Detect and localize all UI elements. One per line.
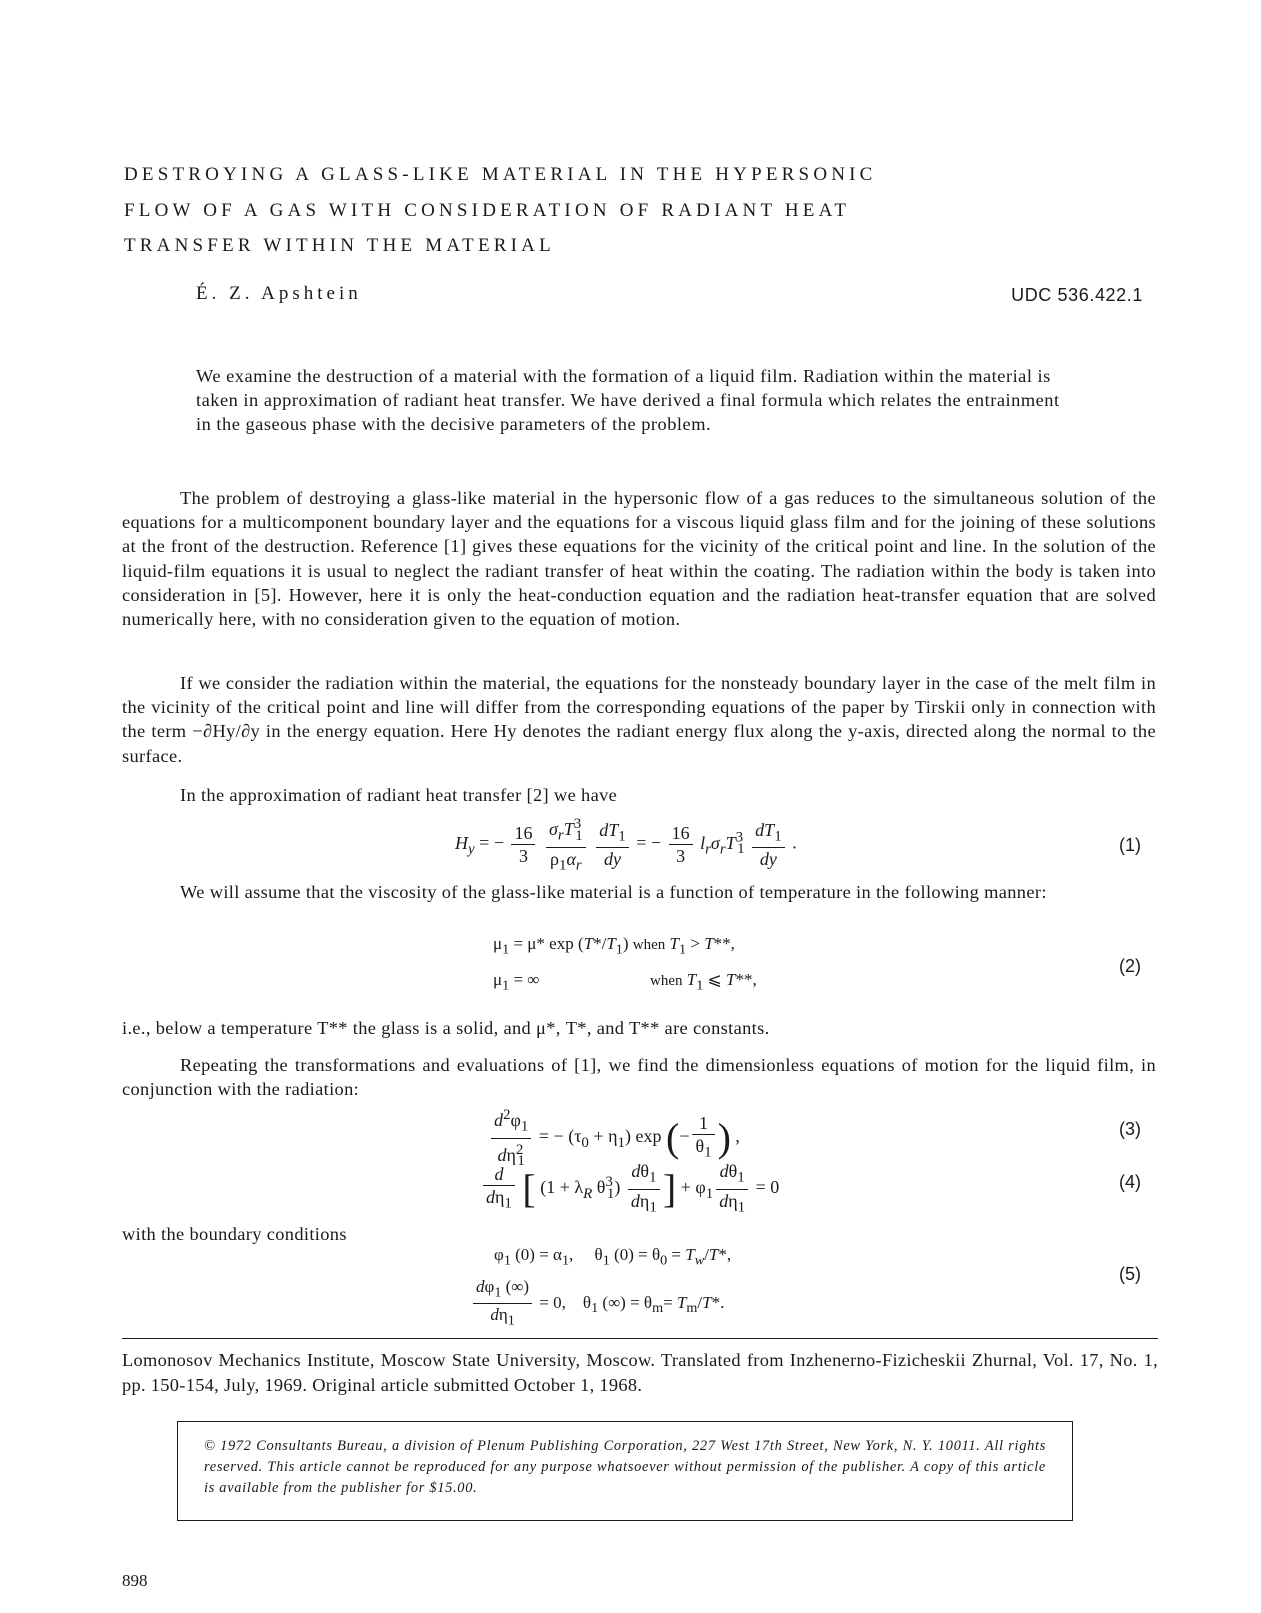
footnote-rule: [122, 1338, 1158, 1339]
paragraph-6: [122, 1053, 1156, 1101]
equation-number-5: (5): [1119, 1264, 1141, 1284]
udc-code: UDC 536.422.1: [1011, 285, 1143, 305]
paragraph-3-text: In the approximation of radiant heat transfer [2] we have: [180, 785, 618, 805]
paragraph-4-text: We will assume that the viscosity of the glass-like material is a function of temperature in the following manner:: [180, 882, 1047, 902]
title-line-3: TRANSFER WITHIN THE MATERIAL: [124, 235, 555, 256]
equation-1: $H_y$ = − $\frac{16}{3}$ $\frac{\sigma_rT^3_1}{\rho_1\alpha_r}$ $\frac{dT_1}{dy}$ = − $\frac{16}{3}$ $l_r\sigma_rT^3_1$ $\frac{dT_1}{dy}$ .: [455, 813, 797, 876]
equation-2-line-2-condition: when $T_1$ ⩽ T**,: [650, 970, 757, 994]
page-number: 898: [122, 1571, 148, 1590]
equation-number-4: (4): [1119, 1172, 1141, 1192]
author: É. Z. Apshtein: [196, 283, 362, 304]
paragraph-6-text: Repeating the transformations and evaluations of [1], we find the dimensionless equations of motion for the liquid film, in conjunction with the radiation:: [122, 1055, 1156, 1100]
equation-number-2: (2): [1119, 956, 1141, 976]
equation-5-line-2: $\frac{d\varphi_1 (\infty)}{d\eta_1}$ = 0, $\theta_1$ (∞) = $\theta_m= T_m/T*$.: [470, 1276, 724, 1332]
equation-4: $\frac{d}{d\eta_1}$ [ ($1 + \lambda_R$ $\theta^3_1$) $\frac{d\theta_1}{d\eta_1}$ ] + $\varphi_1$ $\frac{d\theta_1}{d\eta_1}$ = 0: [480, 1160, 779, 1218]
equation-number-3: (3): [1119, 1119, 1141, 1139]
paragraph-2: [122, 671, 1156, 768]
paragraph-1-text: The problem of destroying a glass-like material in the hypersonic flow of a gas reduces to the simultaneous solution of the equations for a multicomponent boundary layer and the equations for a viscous liquid glass film and for the joining of these solutions at the front of the destruction. Reference [1] gives these equations for the vicinity of the critical point and line. In the solution of the liquid-film equations it is usual to neglect the radiant transfer of heat within the coating. The radiation within the body is taken into consideration in [5]. However, here it is only the heat-conduction equation and the radiation heat-transfer equation that are solved numerically here, with no consideration given to the equation of motion.: [122, 488, 1156, 630]
equation-number-1: (1): [1119, 835, 1141, 855]
abstract: We examine the destruction of a material with the formation of a liquid film. Radiation within the material is taken in approximation of radiant heat transfer. We have derived a final formula which relates the entrainment in the gaseous phase with the decisive parameters of the problem.: [196, 366, 1060, 434]
copyright-box: [177, 1421, 1073, 1521]
equation-2-line-1: $\mu_1 = \mu*$ $\exp (T*/T_1)$ when $T_1 > T**$,: [493, 934, 735, 958]
title-line-2: FLOW OF A GAS WITH CONSIDERATION OF RADIANT HEAT: [124, 200, 851, 221]
paragraph-2-text: If we consider the radiation within the material, the equations for the nonsteady boundary layer in the case of the melt film in the vicinity of the critical point and line will differ from the corresponding equations of the paper by Tirskii only in connection with the term −∂Hy/∂y in the energy equation. Here Hy denotes the radiant energy flux along the y-axis, directed along the normal to the surface.: [122, 673, 1156, 766]
paragraph-1: [122, 486, 1156, 631]
equation-2-line-2: $\mu_1$ = ∞: [493, 970, 540, 994]
paragraph-3: [122, 783, 1156, 807]
eq2-when-1: when: [632, 937, 666, 953]
equation-3: $\frac{d^2\varphi_1}{d\eta^2_1}$ = − $(\tau_0 + \eta_1)$ exp (− $\frac{1}{\theta_1}$ ) ,: [488, 1104, 740, 1172]
paragraph-7: with the boundary conditions: [122, 1224, 347, 1244]
title-line-1: DESTROYING A GLASS-LIKE MATERIAL IN THE HYPERSONIC: [124, 164, 877, 185]
paragraph-5: i.e., below a temperature T** the glass is a solid, and μ*, T*, and T** are constants.: [122, 1018, 770, 1038]
eq2-when-2: when: [650, 973, 683, 989]
paragraph-4: [122, 880, 1156, 904]
equation-5-line-1: $\varphi_1$ $(0) = \alpha_1$, $\theta_1$ $(0) = \theta_0 = T_w/T*$,: [494, 1245, 732, 1269]
copyright-text: © 1972 Consultants Bureau, a division of Plenum Publishing Corporation, 227 West 17th Street, New York, N. Y. 10011. All rights reserved. This article cannot be reproduced for any purpose whatsoever without permission of the publisher. A copy of this article is available from the publisher for $15.00.: [204, 1438, 1046, 1496]
affiliation: Lomonosov Mechanics Institute, Moscow State University, Moscow. Translated from Inzhenerno-Fizicheskii Zhurnal, Vol. 17, No. 1, pp. 150-154, July, 1969. Original article submitted October 1, 1968.: [122, 1350, 1158, 1395]
